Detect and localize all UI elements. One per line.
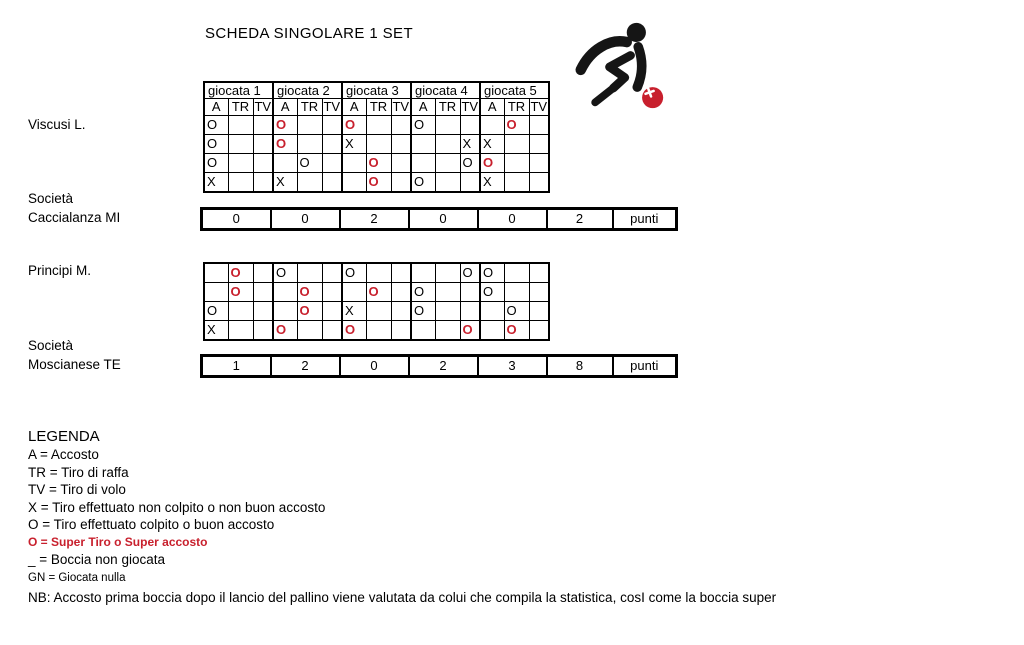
empty-cell [253, 263, 273, 283]
mark-super-o: O [273, 116, 297, 135]
points-cell: 0 [409, 209, 478, 230]
empty-cell [504, 135, 529, 154]
empty-cell [228, 173, 253, 193]
empty-cell [273, 302, 297, 321]
empty-cell [253, 154, 273, 173]
empty-cell [391, 263, 411, 283]
empty-cell [297, 263, 322, 283]
legend-item: TV = Tiro di volo [28, 482, 126, 497]
empty-cell [504, 173, 529, 193]
mark-super-o: O [273, 135, 297, 154]
player1-name: Viscusi L. [28, 117, 86, 132]
empty-cell [253, 321, 273, 341]
mark-super-o: O [366, 173, 391, 193]
empty-cell [342, 283, 366, 302]
empty-cell [504, 154, 529, 173]
subcol-header-tr: TR [435, 99, 460, 116]
mark-super-o: O [228, 263, 253, 283]
empty-cell [435, 154, 460, 173]
points-total: 8 [547, 356, 613, 377]
mark-super-o: O [480, 154, 504, 173]
empty-cell [342, 173, 366, 193]
mark-o: O [204, 135, 228, 154]
mark-x: X [273, 173, 297, 193]
empty-cell [435, 283, 460, 302]
empty-cell [391, 154, 411, 173]
player2-grid [203, 262, 550, 341]
mark-super-o: O [342, 321, 366, 341]
points-cell: 0 [340, 356, 409, 377]
empty-cell [366, 302, 391, 321]
empty-cell [204, 283, 228, 302]
empty-cell [529, 173, 549, 193]
mark-x: X [480, 173, 504, 193]
subcol-header-a: A [273, 99, 297, 116]
empty-cell [529, 321, 549, 341]
empty-cell [322, 321, 342, 341]
subcol-header-tv: TV [461, 99, 479, 114]
subcol-header-tv: TV [392, 99, 410, 114]
empty-cell [228, 302, 253, 321]
mark-o: O [204, 154, 228, 173]
empty-cell [322, 263, 342, 283]
subcol-header-tv: TV [323, 99, 341, 114]
empty-cell [529, 135, 549, 154]
points-total: 2 [547, 209, 613, 230]
empty-cell [391, 283, 411, 302]
points-cell: 0 [478, 209, 547, 230]
giocata-header: giocata 4 [411, 82, 480, 99]
giocata-header: giocata 1 [204, 82, 273, 99]
empty-cell [391, 116, 411, 135]
legend-item: A = Accosto [28, 447, 99, 462]
empty-cell [297, 135, 322, 154]
legend-item: O = Super Tiro o Super accosto [28, 535, 208, 549]
mark-super-o: O [297, 302, 322, 321]
mark-o: O [204, 302, 228, 321]
empty-cell [253, 283, 273, 302]
points-cell: 3 [478, 356, 547, 377]
empty-cell [366, 263, 391, 283]
bocce-player-logo [573, 20, 669, 112]
empty-cell [411, 321, 435, 341]
empty-cell [273, 283, 297, 302]
empty-cell [411, 263, 435, 283]
legend-item: TR = Tiro di raffa [28, 464, 129, 480]
empty-cell [504, 283, 529, 302]
points-cell: 2 [271, 356, 340, 377]
subcol-header-a: A [411, 99, 435, 116]
giocata-header: giocata 5 [480, 82, 549, 99]
points-cell: 2 [409, 356, 478, 377]
empty-cell [322, 116, 342, 135]
player2-society-label: Società [28, 338, 74, 353]
subcol-header-tv: TV [254, 99, 272, 114]
mark-super-o: O [342, 116, 366, 135]
mark-x: X [460, 135, 480, 154]
points-cell: 2 [340, 209, 409, 230]
empty-cell [322, 283, 342, 302]
empty-cell [504, 263, 529, 283]
empty-cell [460, 302, 480, 321]
mark-super-o: O [504, 116, 529, 135]
empty-cell [460, 173, 480, 193]
empty-cell [228, 154, 253, 173]
subcol-header-a: A [342, 99, 366, 116]
empty-cell [529, 283, 549, 302]
empty-cell [460, 283, 480, 302]
player1-society: Caccialanza MI [28, 210, 121, 225]
empty-cell [228, 321, 253, 341]
empty-cell [366, 135, 391, 154]
empty-cell [480, 116, 504, 135]
empty-cell [435, 135, 460, 154]
subcol-header-a: A [204, 99, 228, 116]
mark-o: O [342, 263, 366, 283]
mark-o: O [504, 302, 529, 321]
empty-cell [273, 154, 297, 173]
empty-cell [480, 321, 504, 341]
legend-item: O = Tiro effettuato colpito o buon accosto [28, 517, 275, 532]
punti-label: punti [613, 356, 677, 377]
mark-o: O [411, 116, 435, 135]
mark-super-o: O [273, 321, 297, 341]
mark-super-o: O [228, 283, 253, 302]
empty-cell [460, 116, 480, 135]
legend [28, 428, 968, 618]
bocce-player-icon [573, 20, 669, 112]
empty-cell [529, 116, 549, 135]
mark-super-o: O [460, 321, 480, 341]
subcol-header-tr: TR [366, 99, 391, 116]
mark-super-o: O [504, 321, 529, 341]
player1-grid [203, 81, 550, 193]
empty-cell [297, 321, 322, 341]
legend-item: _ = Boccia non giocata [28, 551, 165, 567]
empty-cell [411, 154, 435, 173]
empty-cell [411, 135, 435, 154]
mark-o: O [411, 283, 435, 302]
mark-x: X [204, 173, 228, 193]
mark-super-o: O [366, 283, 391, 302]
empty-cell [435, 116, 460, 135]
points-cell: 1 [202, 356, 271, 377]
mark-super-o: O [297, 283, 322, 302]
player1-points-row [200, 207, 678, 231]
punti-label: punti [613, 209, 677, 230]
points-cell: 0 [202, 209, 271, 230]
empty-cell [253, 135, 273, 154]
empty-cell [435, 302, 460, 321]
mark-o: O [204, 116, 228, 135]
empty-cell [435, 321, 460, 341]
empty-cell [322, 154, 342, 173]
empty-cell [391, 173, 411, 193]
mark-o: O [297, 154, 322, 173]
empty-cell [529, 302, 549, 321]
page-title: SCHEDA SINGOLARE 1 SET [205, 25, 414, 42]
player2-points-row [200, 354, 678, 378]
legend-item: X = Tiro effettuato non colpito o non buon accosto [28, 499, 326, 515]
empty-cell [435, 173, 460, 193]
empty-cell [342, 154, 366, 173]
mark-x: X [480, 135, 504, 154]
legend-item: GN = Giocata nulla [28, 572, 126, 584]
player2-society: Moscianese TE [28, 357, 121, 372]
empty-cell [204, 263, 228, 283]
subcol-header-tr: TR [228, 99, 253, 116]
empty-cell [391, 302, 411, 321]
empty-cell [322, 135, 342, 154]
player1-society-label: Società [28, 191, 74, 206]
mark-x: X [342, 135, 366, 154]
empty-cell [322, 173, 342, 193]
giocata-header: giocata 3 [342, 82, 411, 99]
mark-o: O [411, 302, 435, 321]
mark-o: O [480, 283, 504, 302]
empty-cell [322, 302, 342, 321]
legend-item: NB: Accosto prima boccia dopo il lancio del pallino viene valutata da colui che compila la statistica, cosI come la boccia super [28, 589, 777, 605]
legend-heading: LEGENDA [28, 428, 100, 445]
empty-cell [529, 263, 549, 283]
mark-o: O [273, 263, 297, 283]
empty-cell [228, 116, 253, 135]
mark-x: X [342, 302, 366, 321]
empty-cell [391, 135, 411, 154]
mark-super-o: O [366, 154, 391, 173]
empty-cell [253, 116, 273, 135]
empty-cell [366, 321, 391, 341]
subcol-header-tr: TR [504, 99, 529, 116]
empty-cell [529, 154, 549, 173]
points-cell: 0 [271, 209, 340, 230]
giocata-header: giocata 2 [273, 82, 342, 99]
empty-cell [297, 173, 322, 193]
empty-cell [228, 135, 253, 154]
subcol-header-tv: TV [530, 99, 548, 114]
empty-cell [435, 263, 460, 283]
mark-o: O [480, 263, 504, 283]
empty-cell [297, 116, 322, 135]
player2-name: Principi M. [28, 263, 92, 278]
empty-cell [480, 302, 504, 321]
mark-o: O [460, 154, 480, 173]
subcol-header-a: A [480, 99, 504, 116]
mark-x: X [204, 321, 228, 341]
mark-o: O [460, 263, 480, 283]
empty-cell [253, 302, 273, 321]
mark-o: O [411, 173, 435, 193]
subcol-header-tr: TR [297, 99, 322, 116]
empty-cell [391, 321, 411, 341]
empty-cell [366, 116, 391, 135]
empty-cell [253, 173, 273, 193]
